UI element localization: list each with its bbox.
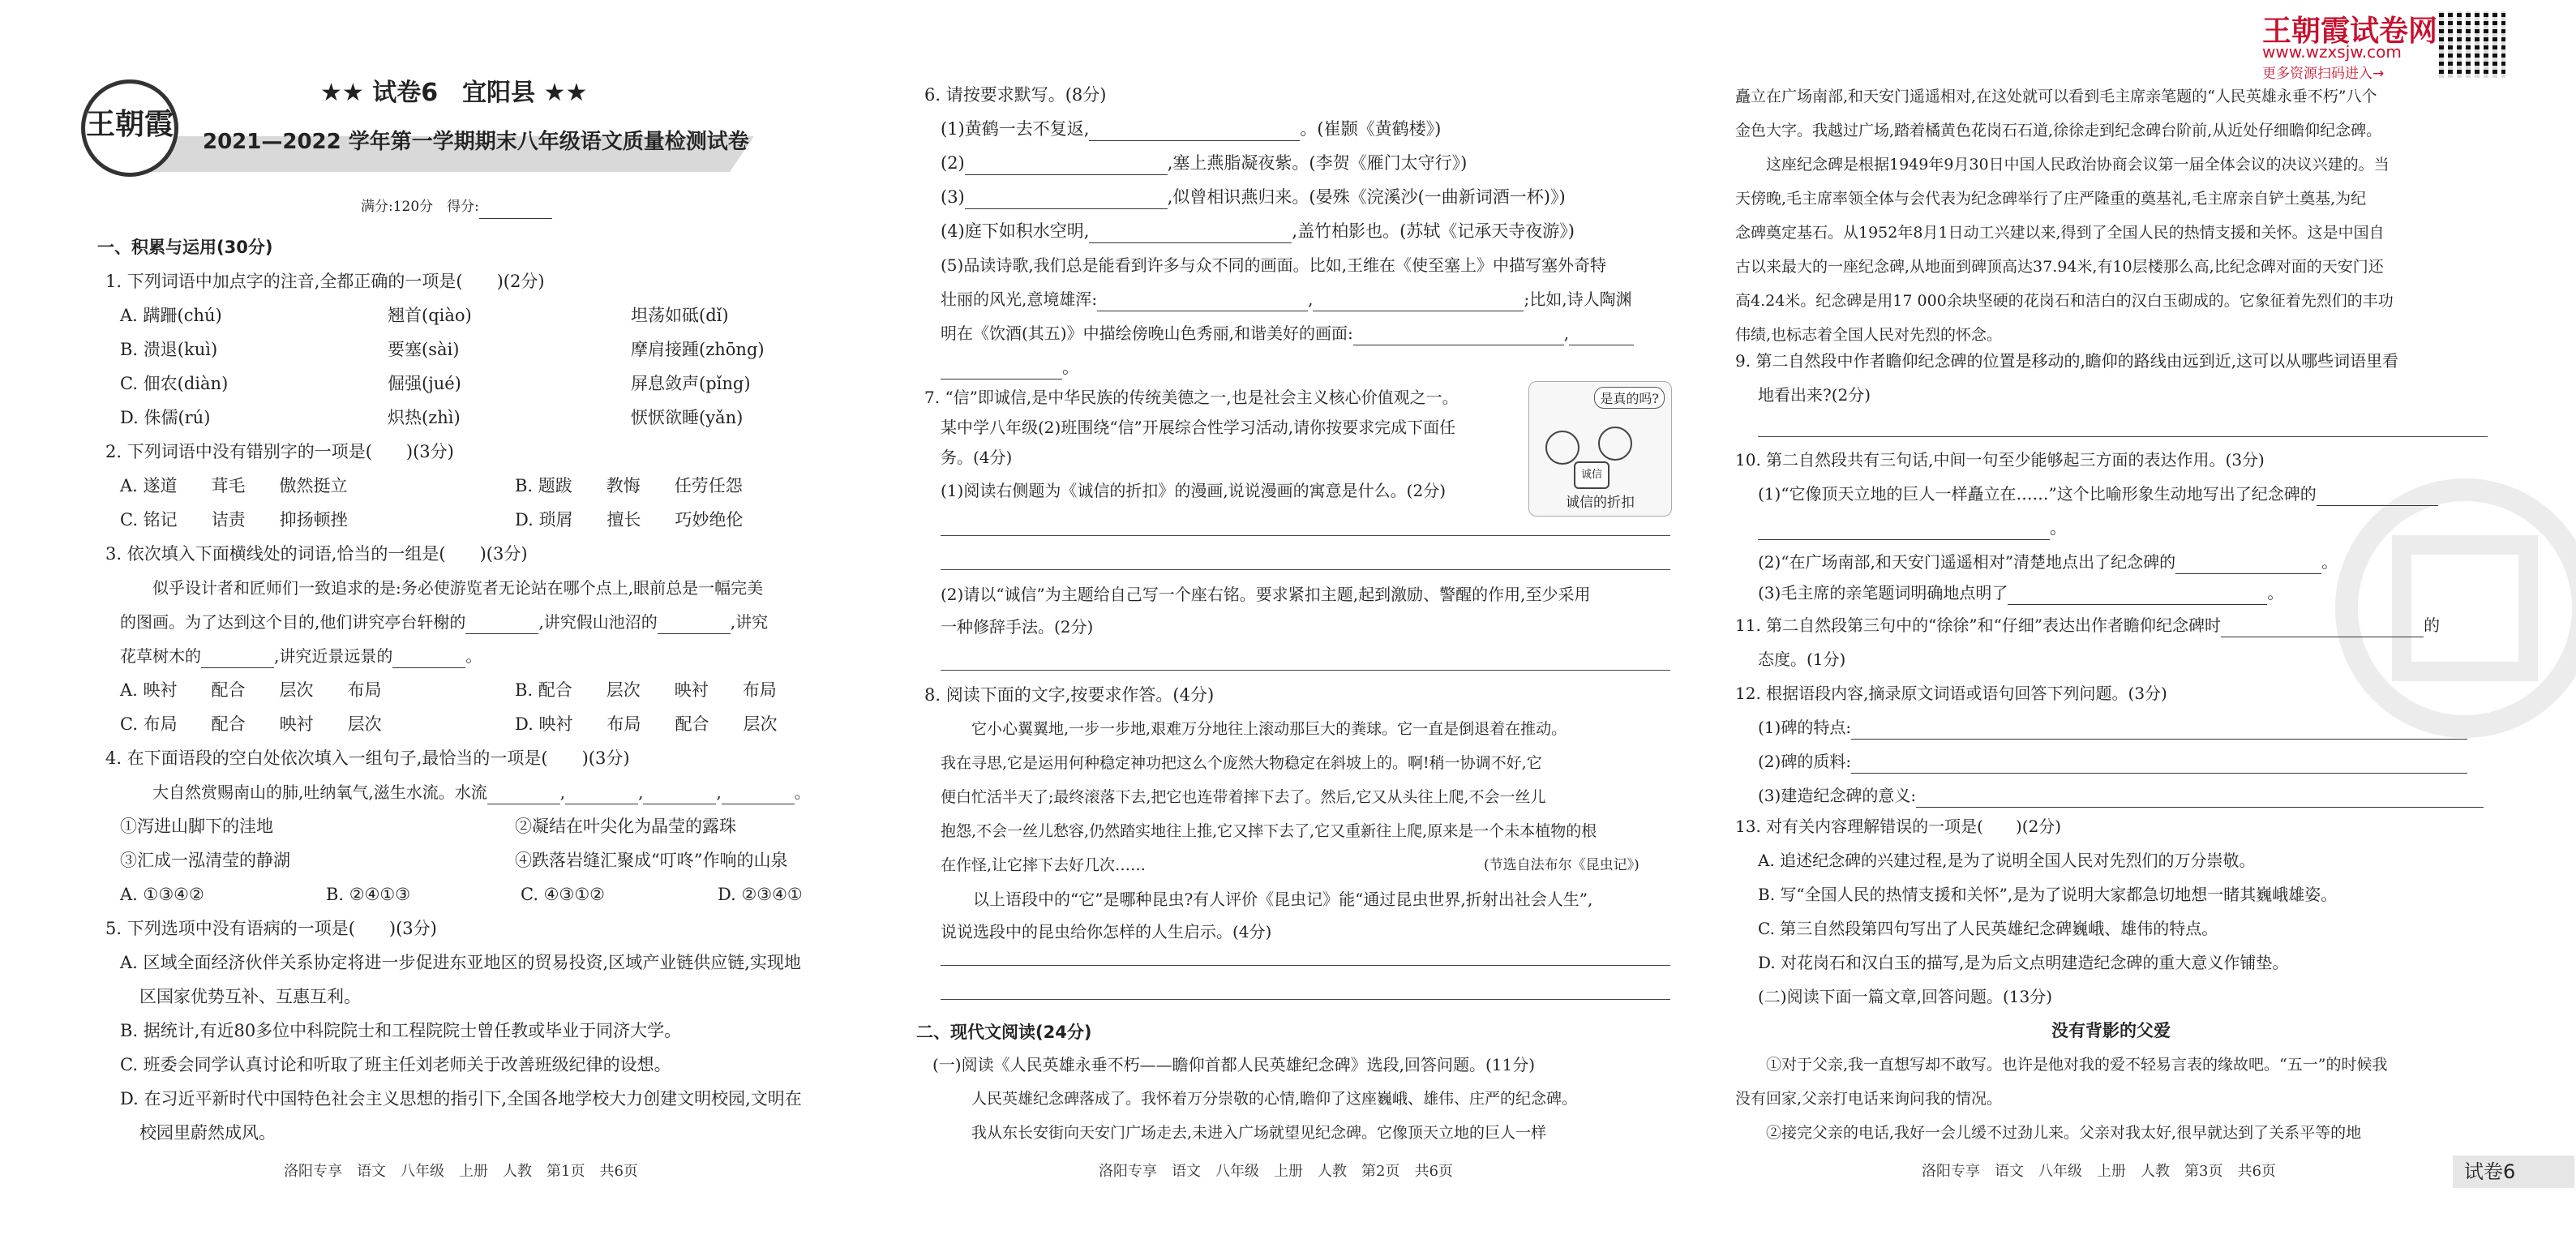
answer-line[interactable] (1758, 436, 2488, 437)
cartoon-image (1528, 381, 1672, 517)
option: B. ②④①③ (326, 885, 411, 904)
figure-head-icon (1545, 431, 1579, 465)
passage-line: 伟绩,也标志着全国人民对先烈的怀念。 (1735, 326, 2003, 344)
question-11: 11. 第二自然段第三句中的“徐徐”和“仔细”表达出作者瞻仰纪念碑时 的 (1735, 613, 2440, 637)
passage-line: 我从东长安街向天安门广场走去,未进入广场就望见纪念碑。它像顶天立地的巨人一样 (941, 1124, 1547, 1142)
brand-url[interactable]: www.wzxsjw.com (2262, 42, 2402, 62)
fill-line: 。 (1758, 516, 2067, 540)
brand-name[interactable]: 王朝霞试卷网 (2262, 15, 2438, 48)
page-3-column (1735, 0, 2497, 1235)
reading-intro: (二)阅读下面一篇文章,回答问题。(13分) (1758, 987, 2053, 1006)
option: 倔强(jué) (388, 374, 461, 393)
option: 摩肩接踵(zhōng) (631, 340, 765, 359)
paper-title: ★★ 试卷6 宜阳县 ★★ (320, 79, 588, 107)
option: A. 区域全面经济伙伴关系协定将进一步促进东亚地区的贸易投资,区域产业链供应链,实现地 (120, 953, 801, 972)
option: A. 遂道 茸毛 傲然挺立 (120, 476, 348, 495)
passage-line: 便白忙活半天了;最终滚落下去,把它也连带着摔下去了。然后,它又从头往上爬,不会一丝儿 (941, 788, 1546, 806)
option: ③汇成一泓清莹的静湖 (120, 851, 290, 870)
option: B. 据统计,有近80多位中科院院士和工程院院士曾任教或毕业于同济大学。 (120, 1021, 682, 1040)
passage-line: ②接完父亲的电话,我好一会儿缓不过劲儿来。父亲对我太好,很早就达到了关系平等的地 (1735, 1124, 2362, 1142)
page-2-column (916, 0, 1670, 1235)
option: 炽热(zhì) (388, 408, 461, 427)
question-5: 5. 下列选项中没有语病的一项是( )(3分) (105, 919, 437, 938)
option: C. 佃农(diàn) (120, 374, 229, 393)
option: 屏息敛声(pǐng) (631, 374, 751, 393)
option: C. 班委会同学认真讨论和听取了班主任刘老师关于改善班级纪律的设想。 (120, 1055, 671, 1074)
passage-line: 某中学八年级(2)班围绕“信”开展综合性学习活动,请你按要求完成下面任 (941, 418, 1456, 437)
question-7: 7. “信”即诚信,是中华民族的传统美德之一,也是社会主义核心价值观之一。 (924, 388, 1459, 407)
option: A. 追述纪念碑的兴建过程,是为了说明全国人民对先烈们的万分崇敬。 (1758, 851, 2256, 870)
option: ②凝结在叶尖化为晶莹的露珠 (515, 817, 736, 836)
fill-line: 。 (941, 355, 1079, 380)
passage-line: 没有回家,父亲打电话来询问我的情况。 (1735, 1090, 2003, 1108)
sub-question: (1)阅读右侧题为《诚信的折扣》的漫画,说说漫画的寓意是什么。(2分) (941, 481, 1447, 500)
bag-label: 诚信 (1574, 461, 1609, 489)
cartoon-caption: 诚信的折扣 (1566, 495, 1635, 511)
question-2: 2. 下列词语中没有错别字的一项是( )(3分) (105, 442, 454, 461)
speech-bubble: 是真的吗? (1594, 387, 1665, 409)
passage-line: 的图画。为了达到这个目的,他们讲究亭台轩榭的 ,讲究假山池沼的 ,讲究 (120, 610, 768, 634)
fill-line: (1)“它像顶天立地的巨人一样矗立在……”这个比喻形象生动地写出了纪念碑的 (1758, 482, 2438, 506)
passage-line: 务。(4分) (941, 448, 1013, 467)
publisher-logo: 王朝霞 (81, 79, 178, 177)
question-3: 3. 依次填入下面横线处的词语,恰当的一组是( )(3分) (105, 544, 528, 564)
passage-line: 古以来最大的一座纪念碑,从地面到碑顶高达37.94米,有10层楼那么高,比纪念碑对面的天安门还 (1735, 258, 2384, 276)
option: A. ①③④② (120, 885, 204, 904)
answer-line[interactable] (941, 999, 1670, 1000)
option: 恹恹欲睡(yǎn) (631, 408, 744, 427)
option: B. 写“全国人民的热情支援和关怀”,是为了说明大家都急切地想一睹其巍峨雄姿。 (1758, 885, 2338, 904)
page-footer: 洛阳专享 语文 八年级 上册 人教 第3页 共6页 (1922, 1163, 2276, 1180)
passage-line: 说说选段中的昆虫给你怎样的人生启示。(4分) (941, 922, 1272, 941)
question-13: 13. 对有关内容理解错误的一项是( )(2分) (1735, 817, 2062, 836)
fill-line: (1)黄鹤一去不复返, 。(崔颢《黄鹤楼》) (941, 117, 1441, 141)
passage-line: 以上语段中的“它”是哪种昆虫?有人评价《昆虫记》能“通过昆虫世界,折射出社会人生”, (941, 890, 1593, 909)
question-10: 10. 第二自然段共有三句话,中间一句至少能够起三方面的表达作用。(3分) (1735, 450, 2265, 470)
answer-line[interactable] (941, 670, 1670, 671)
option: 校园里蔚然成风。 (139, 1123, 276, 1143)
option: D. 映衬 布局 配合 层次 (515, 714, 778, 734)
option: C. ④③①② (521, 885, 605, 904)
passage-line: 念碑奠定基石。从1952年8月1日动工兴建以来,得到了全国人民的热情支援和关怀。这是中国自 (1735, 224, 2385, 242)
fill-line: 明在《饮酒(其五)》中描绘傍晚山色秀丽,和谐美好的画面: , (941, 321, 1634, 345)
paper-subtitle: 2021—2022 学年第一学期期末八年级语文质量检测试卷 (203, 130, 749, 154)
passage-line: 人民英雄纪念碑落成了。我怀着万分崇敬的心情,瞻仰了这座巍峨、雄伟、庄严的纪念碑。 (941, 1090, 1578, 1108)
option: 翘首(qiào) (388, 306, 472, 325)
option: A. 蹒跚(chú) (120, 306, 222, 325)
passage-line: 天傍晚,毛主席率领全体与会代表为纪念碑举行了庄严隆重的奠基礼,毛主席亲自铲土奠基,为纪 (1735, 190, 2367, 208)
sub-question: (2)请以“诚信”为主题给自己写一个座右铭。要求紧扣主题,起到激励、警醒的作用,至少采用 (941, 585, 1591, 604)
question-9-cont: 地看出来?(2分) (1758, 385, 1871, 405)
figure-head-icon (1598, 427, 1632, 461)
fill-line: (5)品读诗歌,我们总是能看到许多与众不同的画面。比如,王维在《使至塞上》中描写塞外奇特 (941, 255, 1607, 275)
option: C. 铭记 诘责 抑扬顿挫 (120, 510, 348, 530)
page-footer: 洛阳专享 语文 八年级 上册 人教 第2页 共6页 (1099, 1163, 1453, 1180)
question-1: 1. 下列词语中加点字的注音,全都正确的一项是( )(2分) (105, 272, 545, 291)
passage-line: 矗立在广场南部,和天安门遥遥相对,在这处就可以看到毛主席亲笔题的“人民英雄永垂不朽”八个 (1735, 88, 2377, 105)
option: C. 第三自然段第四句写出了人民英雄纪念碑巍峨、雄伟的特点。 (1758, 919, 2218, 938)
passage-line: 似乎设计者和匠师们一致追求的是:务必使游览者无论站在哪个点上,眼前总是一幅完美 (120, 578, 764, 598)
option: 要塞(sài) (388, 340, 460, 359)
fill-line: (2)“在广场南部,和天安门遥遥相对”清楚地点出了纪念碑的 。 (1758, 550, 2338, 574)
option: 区国家优势互补、互惠互利。 (139, 987, 361, 1006)
option: D. 琐屑 擅长 巧妙绝伦 (515, 510, 744, 530)
option: B. 配合 层次 映衬 布局 (515, 680, 777, 700)
answer-line[interactable] (941, 965, 1670, 966)
fill-line: (3)毛主席的亲笔题词明确地点明了 。 (1758, 581, 2283, 605)
answer-line[interactable] (941, 535, 1670, 536)
passage-line: 高4.24米。纪念碑是用17 000余块坚硬的花岗石和洁白的汉白玉砌成的。它象征着先烈们的丰功 (1735, 292, 2394, 310)
question-8: 8. 阅读下面的文字,按要求作答。(4分) (924, 685, 1215, 705)
passage-line: 我在寻思,它是运用何种稳定神功把这么个庞然大物稳定在斜坡上的。啊!稍一协调不好,它 (941, 754, 1542, 772)
page-1-column (73, 0, 851, 1235)
question-9: 9. 第二自然段中作者瞻仰纪念碑的位置是移动的,瞻仰的路线由远到近,这可以从哪些词语里看 (1735, 351, 2399, 371)
brand-scan-hint: 更多资源扫码进入→ (2262, 66, 2385, 82)
question-12: 12. 根据语段内容,摘录原文词语或语句回答下列问题。(3分) (1735, 684, 2167, 703)
option: A. 映衬 配合 层次 布局 (120, 680, 382, 700)
option: C. 布局 配合 映衬 层次 (120, 714, 382, 734)
fill-line: (3) ,似曾相识燕归来。(晏殊《浣溪沙(一曲新词酒一杯)》) (941, 185, 1566, 209)
fill-line: (4)庭下如积水空明, ,盖竹柏影也。(苏轼《记承天寺夜游》) (941, 219, 1575, 243)
fill-line: (2) ,塞上燕脂凝夜紫。(李贺《雁门太守行》) (941, 151, 1467, 175)
option: ④跌落岩缝汇聚成“叮咚”作响的山泉 (515, 851, 788, 870)
option: B. 题跋 教悔 任劳任怨 (515, 476, 743, 495)
fill-line: (2)碑的质料: (1758, 749, 2467, 774)
option: 坦荡如砥(dǐ) (631, 306, 729, 325)
page-footer: 洛阳专享 语文 八年级 上册 人教 第1页 共6页 (284, 1163, 638, 1180)
paper-tag: 试卷6 (2453, 1156, 2574, 1188)
passage-line: 它小心翼翼地,一步一步地,艰难万分地往上滚动那巨大的粪球。它一直是倒退着在推动。 (941, 720, 1567, 738)
option: D. ②③④① (718, 885, 803, 904)
passage-line: 大自然赏赐南山的肺,吐纳氧气,滋生水流。水流 , , , 。 (120, 780, 811, 804)
option: ①泻进山脚下的洼地 (120, 817, 273, 836)
option: D. 侏儒(rú) (120, 408, 211, 427)
sub-question: 一种修辞手法。(2分) (941, 617, 1094, 637)
fill-line: (1)碑的特点: (1758, 715, 2467, 740)
fill-line: 壮丽的风光,意境雄浑: , ;比如,诗人陶渊 (941, 287, 1632, 311)
section-heading: 二、现代文阅读(24分) (916, 1023, 1092, 1042)
score-line: 满分:120分 得分: (361, 195, 552, 219)
section-heading: 一、积累与运用(30分) (97, 238, 273, 257)
question-6: 6. 请按要求默写。(8分) (924, 85, 1107, 105)
reading-intro: (一)阅读《人民英雄永垂不朽——瞻仰首都人民英雄纪念碑》选段,回答问题。(11分) (932, 1055, 1536, 1074)
passage-line: 抱怨,不会一丝儿愁容,仍然踏实地往上推,它又摔下去了,它又重新往上爬,原来是一个未本植物的根 (941, 822, 1597, 840)
option: D. 在习近平新时代中国特色社会主义思想的指引下,全国各地学校大力创建文明校园,文明在 (120, 1089, 802, 1108)
passage-line: 在作怪,让它摔下去好几次…… (941, 856, 1147, 874)
question-4: 4. 在下面语段的空白处依次填入一组句子,最恰当的一项是( )(3分) (105, 748, 630, 768)
passage-line: 金色大字。我越过广场,踏着橘黄色花岗石石道,徐徐走到纪念碑台阶前,从近处仔细瞻仰纪念碑。 (1735, 122, 2382, 139)
article-title: 没有背影的父爱 (2051, 1021, 2171, 1040)
source-note: (节选自法布尔《昆虫记》) (1484, 857, 1639, 873)
option: D. 对花岗石和汉白玉的描写,是为后文点明建造纪念碑的重大意义作铺垫。 (1758, 953, 2289, 972)
option: B. 溃退(kuì) (120, 340, 218, 359)
passage-line: ①对于父亲,我一直想写却不敢写。也许是他对我的爱不轻易言表的缘故吧。“五一”的时候我 (1735, 1056, 2388, 1074)
answer-line[interactable] (941, 569, 1670, 570)
passage-line: 这座纪念碑是根据1949年9月30日中国人民政治协商会议第一届全体会议的决议兴建的。当 (1735, 156, 2390, 174)
passage-line: 花草树木的 ,讲究近景远景的 。 (120, 644, 482, 668)
question-11-cont: 态度。(1分) (1758, 650, 1846, 669)
fill-line: (3)建造纪念碑的意义: (1758, 783, 2484, 808)
